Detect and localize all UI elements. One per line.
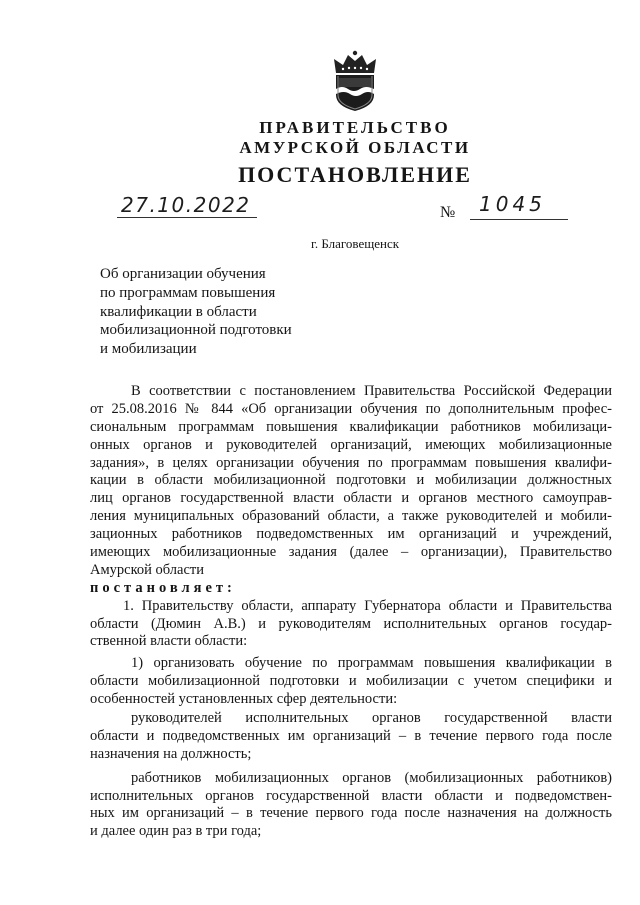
document-title [100, 265, 292, 359]
title-line: по программам повышения [100, 284, 276, 301]
clause-1-1-managers [90, 710, 612, 764]
text-line: области и подведомственных им организаций – в течение первого года после [90, 727, 612, 744]
number-underline [470, 219, 568, 220]
government-name-line1: ПРАВИТЕЛЬСТВО [259, 118, 451, 137]
text-line: области мобилизационной подготовки и мобилизации с учетом специфики и [90, 673, 612, 690]
text-line: 1) организовать обучение по программам повышения квалификации в [131, 655, 612, 672]
text-line: ных им организаций – в течение первого года после назначения на должность [90, 805, 612, 822]
title-line: мобилизационной подготовки [100, 322, 292, 339]
text-line: кации в области мобилизационной подготовки и мобилизации должностных [90, 472, 612, 489]
text-line: работников мобилизационных органов (мобилизационных работников) [131, 769, 612, 786]
title-line: Об организации обучения [100, 266, 266, 282]
text-line: области (Дюмин А.В.) и руководителям исполнительных органов государ- [90, 615, 612, 632]
text-line: назначения на должность; [90, 745, 252, 762]
title-line: квалификации в области [100, 303, 257, 320]
clause-1-1-workers [90, 770, 612, 842]
text-line: имеющих мобилизационные задания (далее – организации), Правительство [90, 544, 612, 561]
resolves-keyword: постановляет: [90, 579, 236, 596]
document-type: ПОСТАНОВЛЕНИЕ [238, 162, 472, 187]
text-line: особенностей установленных сфер деятельности: [90, 691, 398, 708]
text-line: онных органов и руководителей организаций, имеющих мобилизационные [90, 436, 612, 453]
text-line: 1. Правительству области, аппарату Губернатора области и Правительства [123, 597, 612, 614]
text-line: ления муниципальных образований области, а также руководителей и мобили- [90, 508, 612, 525]
clause-1 [90, 598, 612, 652]
text-line: от 25.08.2016 № 844 «Об организации обучения по дополнительным профес- [90, 400, 612, 417]
government-name-line2: АМУРСКОЙ ОБЛАСТИ [239, 138, 471, 157]
text-line: зационных работников подведомственных им организаций и учреждений, [90, 526, 612, 543]
document-body [90, 383, 612, 841]
text-line: и далее один раз в три года; [90, 823, 262, 840]
document-date: 27.10.2022 [121, 193, 251, 217]
number-label: № [440, 204, 456, 221]
text-line: В соответствии с постановлением Правительства Российской Федерации [131, 383, 612, 399]
date-underline [117, 217, 257, 218]
text-line: ственной власти области: [90, 633, 248, 650]
text-line: задания», в целях организации обучения по программам повышения квалифи- [90, 454, 612, 471]
document-number: 1045 [479, 192, 546, 216]
text-line: руководителей исполнительных органов государственной власти [131, 710, 612, 727]
title-line: и мобилизации [100, 341, 197, 358]
text-line: Амурской области [90, 561, 204, 578]
text-line: исполнительных органов государственной власти области и подведомствен- [90, 787, 612, 804]
text-line: сиональным программам повышения квалификации работников мобилизаци- [90, 418, 612, 435]
text-line: лиц органов государственной власти области и органов местного самоуправ- [90, 490, 612, 507]
preamble-paragraph [90, 383, 612, 580]
coat-of-arms-icon [331, 49, 379, 113]
document-city: г. Благовещенск [310, 236, 400, 251]
clause-1-1 [90, 655, 612, 709]
